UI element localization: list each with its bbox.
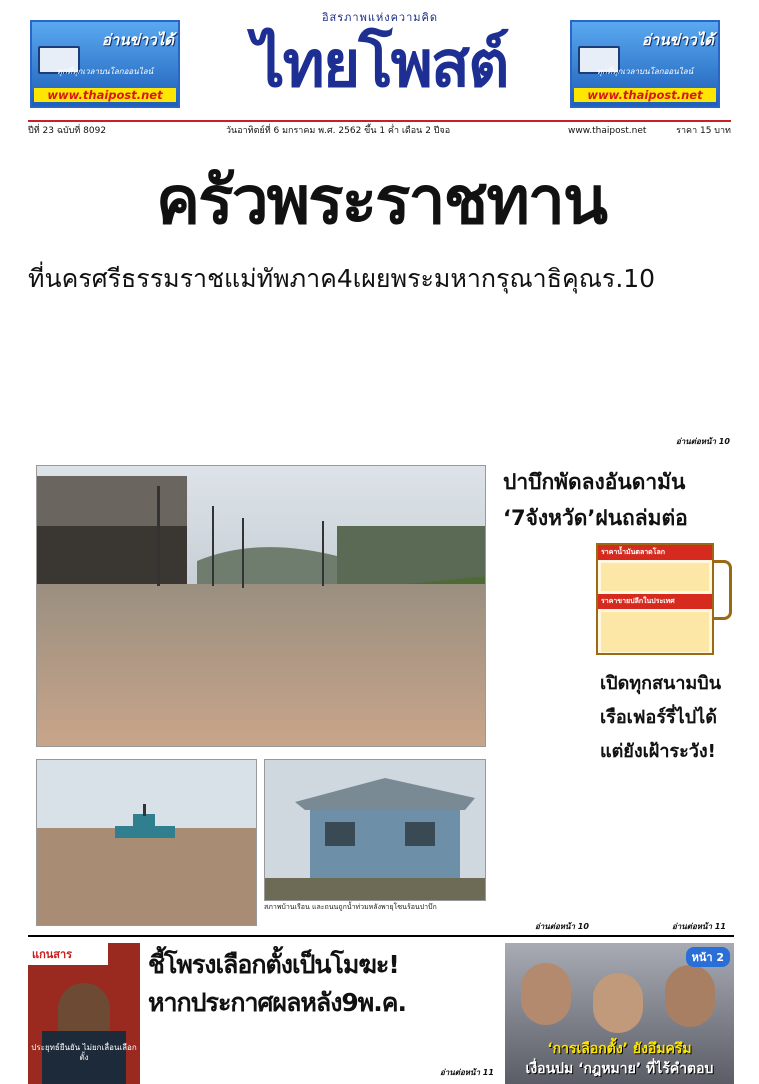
right-caption-line1: ‘การเลือกตั้ง’ ยังอึมครึม xyxy=(547,1041,692,1057)
flood-street-image xyxy=(37,466,486,747)
issue-number: ปีที่ 23 ฉบับที่ 8092 xyxy=(28,126,107,136)
body-column xyxy=(262,308,372,448)
boat-photo xyxy=(36,759,257,926)
promo-tag: ทุกที่ทุกเวลาบนโลกออนไลน์ xyxy=(596,67,694,76)
dateline xyxy=(28,120,731,138)
inset-photo xyxy=(28,943,140,1084)
body-column xyxy=(613,308,733,448)
body-column xyxy=(28,308,138,448)
person-head xyxy=(665,965,715,1027)
story3-headline-line3[interactable]: แต่ยังเฝ้าระวัง! xyxy=(600,735,716,769)
section-divider xyxy=(28,935,734,937)
story2-headline-line1[interactable]: ปาบึกพัดลงอันดามัน xyxy=(503,470,686,494)
house-photo xyxy=(264,759,486,901)
lead-subheadline: ที่นครศรีธรรมราชแม่ทัพภาค4เผยพระมหากรุณาธิคุณร.10 xyxy=(28,264,656,293)
photo-caption: สภาพบ้านเรือน และถนนถูกน้ำท่วมหลังพายุโซนร้อนปาบึก xyxy=(264,903,437,911)
politicians-photo xyxy=(505,943,734,1084)
story2-headline-line2[interactable]: ‘7จังหวัด’ฝนถล่มต่อ xyxy=(503,506,688,530)
promo-right[interactable] xyxy=(570,20,720,108)
page-badge[interactable]: หน้า 2 xyxy=(686,947,730,967)
body-column xyxy=(503,540,593,920)
newspaper-logo: ไทยโพสต์ xyxy=(252,27,508,102)
body-column xyxy=(265,1024,375,1080)
publication-date: วันอาทิตย์ที่ 6 มกราคม พ.ศ. 2562 ขึ้น 1 ค่ำ เดือน 2 ปีจอ xyxy=(226,126,451,136)
fuel-table-world xyxy=(601,563,709,591)
bottom-headline-line1[interactable]: ชี้โพรงเลือกตั้งเป็นโมฆะ! xyxy=(148,950,399,979)
fuel-table-retail xyxy=(601,612,709,652)
body-column xyxy=(379,308,489,448)
site-link[interactable]: www.thaipost.net xyxy=(568,126,647,136)
lead-headline[interactable]: ครัวพระราชทาน xyxy=(155,162,607,239)
story3-headline-line2[interactable]: เรือเฟอร์รี่ไปได้ xyxy=(600,701,717,735)
bottom-headline-line2[interactable]: หากประกาศผลหลัง9พ.ค. xyxy=(148,988,406,1017)
body-column xyxy=(148,1024,258,1080)
flood-street-photo xyxy=(36,465,486,747)
promo-left[interactable] xyxy=(30,20,180,108)
fuel-pump-icon xyxy=(714,560,732,620)
lead-continued[interactable]: อ่านต่อหน้า 10 xyxy=(676,437,730,446)
house-image xyxy=(265,760,486,901)
person-head xyxy=(593,973,643,1033)
person-head xyxy=(521,963,571,1025)
story3-continued[interactable]: อ่านต่อหน้า 11 xyxy=(672,922,726,931)
tagline: อิสรภาพแห่งความคิด xyxy=(321,11,439,24)
story3-headline-line1[interactable]: เปิดทุกสนามบิน xyxy=(600,667,721,701)
story2-continued[interactable]: อ่านต่อหน้า 10 xyxy=(535,922,589,931)
promo-url[interactable]: www.thaipost.net xyxy=(34,88,176,102)
body-column xyxy=(496,308,606,448)
masthead xyxy=(175,8,585,120)
bottom-continued[interactable]: อ่านต่อหน้า 11 xyxy=(440,1068,494,1077)
promo-title: อ่านข่าวได้ xyxy=(641,31,714,49)
fuel-box-title: ราคาน้ำมันตลาดโลก xyxy=(598,545,712,560)
promo-title: อ่านข่าวได้ xyxy=(101,31,174,49)
promo-url[interactable]: www.thaipost.net xyxy=(574,88,716,102)
boat-image xyxy=(37,760,257,926)
price: ราคา 15 บาท xyxy=(676,126,731,136)
fuel-box-title2: ราคาขายปลีกในประเทศ xyxy=(598,594,712,609)
section-label: แกนสาร xyxy=(28,943,108,965)
right-caption-line2: เงื่อนปม ‘กฎหมาย’ ที่ไร้คำตอบ xyxy=(525,1061,714,1077)
inset-caption: ประยุทธ์ยืนยัน ไม่ยกเลื่อนเลือกตั้ง xyxy=(31,1043,137,1062)
promo-tag: ทุกที่ทุกเวลาบนโลกออนไลน์ xyxy=(56,67,154,76)
fuel-price-box xyxy=(596,543,714,655)
body-column xyxy=(145,308,255,448)
